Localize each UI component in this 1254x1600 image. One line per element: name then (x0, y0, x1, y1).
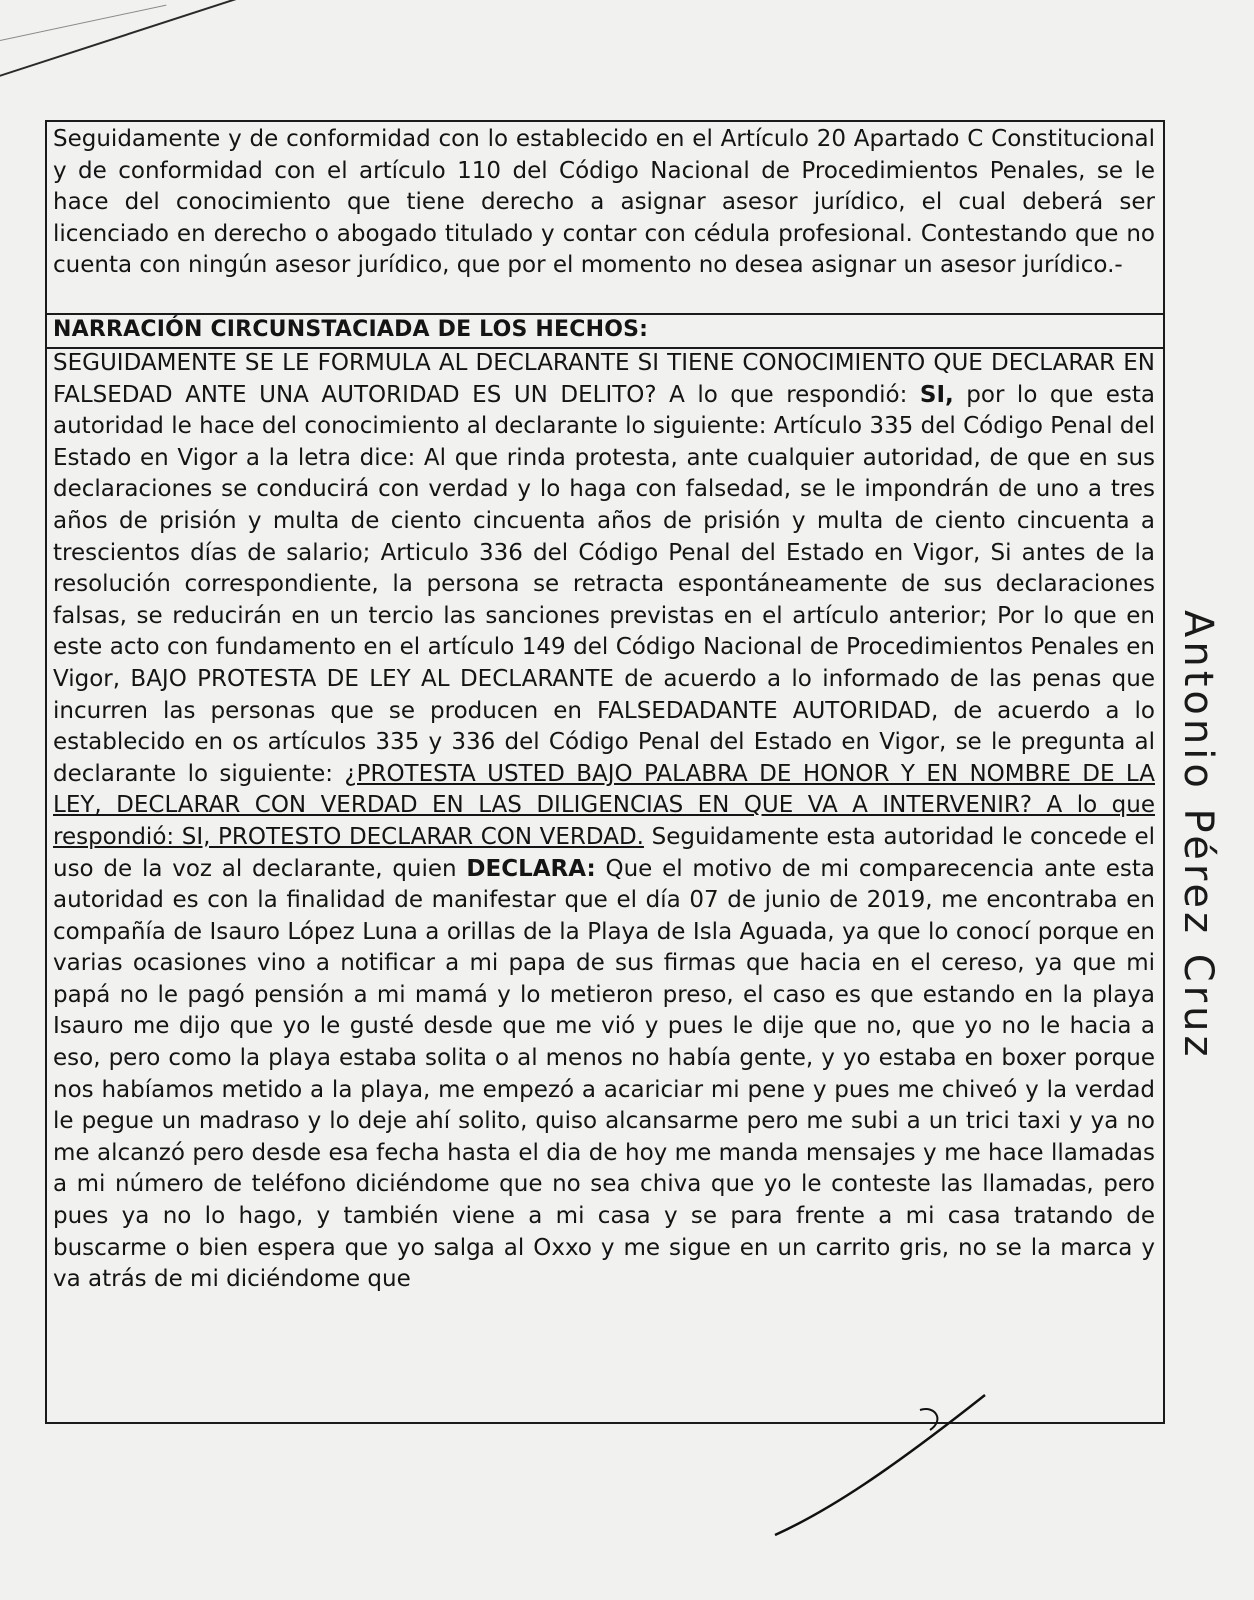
legal-articles-text: por lo que esta autoridad le hace del conocimiento al declarante lo siguiente: Artículo 335 del Código Penal del Estado en Vigor a la letra dice: Al que rinda protesta, ante cualquier autoridad, de que en sus declaraciones se conducirá con verdad y lo haga con falsedad, se le impondrán de uno a tres años de prisión y multa de ciento cincuenta años de prisión y multa de ciento cincuenta a trescientos días de salario; Articulo 336 del Código Penal del Estado en Vigor, Si antes de la resolución correspondiente, la persona se retracta espontáneamente de sus declaraciones falsas, se reducirán en un tercio las sanciones previstas en el artículo anterior; Por lo que en este acto con fundamento en el artículo 149 del Código Nacional de Procedimientos Penales en Vigor, BAJO PROTESTA DE LEY AL DECLARANTE de acuerdo a lo informado de las penas que incurren las personas que se producen en FALSEDADANTE AUTORIDAD, de acuerdo a lo establecido en os artículos 335 y 336 del Código Penal del Estado en Vigor, se le pregunta al declarante lo siguiente: (53, 381, 1156, 787)
margin-signature-text: Antonio Pérez Cruz (1175, 610, 1221, 1061)
legal-advisor-section (45, 120, 1165, 313)
signature-stroke-icon (770, 1390, 990, 1540)
folded-corner-edge (0, 0, 238, 80)
question-text: SEGUIDAMENTE SE LE FORMULA AL DECLARANTE SI TIENE CONOCIMIENTO QUE DECLARAR EN FALSEDAD ANTE UNA AUTORIDAD ES UN DELITO? A lo que respondió: (53, 350, 1155, 408)
folded-corner-shadow (0, 5, 166, 41)
narration-paragraph (53, 348, 1155, 1296)
declaration-text: Que el motivo de mi comparecencia ante esta autoridad es con la finalidad de manifestar que el día 07 de junio de 2019, me encontraba en compañía de Isauro López Luna a orillas de la Playa de Isla Aguada, ya que lo conocí porque en varias ocasiones vino a notificar a mi papa de sus firmas que hacia en el cereso, ya que mi papá no le pagó pensión a mi mamá y lo metieron preso, el caso es que estando en la playa Isauro me dijo que yo le gusté desde que me vió y pues le dije que no, que yo no le hacia a eso, pero como la playa estaba solita o al menos no había gente, y yo estaba en boxer porque nos habíamos metido a la playa, me empezó a acariciar mi pene y pues me chiveó y la verdad le pegue un madraso y lo deje ahí solito, quiso alcansarme pero me subi a un trici taxi y ya no me alcanzó pero desde esa fecha hasta el dia de hoy me manda mensajes y me hace llamadas a mi número de teléfono diciéndome que no sea chiva que yo le conteste las llamadas, pero pues ya no lo hago, y también viene a mi casa y se para frente a mi casa tratando de buscarme o bien espera que yo salga al Oxxo y me sigue en un carrito gris, no se la marca y va atrás de mi diciéndome que (53, 855, 1155, 1293)
margin-handwritten-signature (1175, 610, 1245, 1061)
voice-granted-text: Seguidamente esta autoridad le concede el uso de la voz al declarante, quien (53, 823, 1156, 882)
declara-label: DECLARA: (466, 855, 596, 882)
oath-question: ¿PROTESTA USTED BAJO PALABRA DE HONOR Y EN NOMBRE DE LA LEY, DECLARAR CON VERDAD EN LAS DILIGENCIAS EN QUE VA A INTERVENIR? A lo que respondió: SI, PROTESTO DECLARAR CON VERDAD. (53, 760, 1155, 850)
section-heading: NARRACIÓN CIRCUNSTACIADA DE LOS HECHOS: (45, 313, 1165, 349)
legal-advisor-paragraph: Seguidamente y de conformidad con lo establecido en el Artículo 20 Apartado C Constitucional y de conformidad con el artículo 110 del Código Nacional de Procedimientos Penales, se le hace del conocimiento que tiene derecho a asignar asesor jurídico, el cual deberá ser licenciado en derecho o abogado titulado y contar con cédula profesional. Contestando que no cuenta con ningún asesor jurídico, que por el momento no desea asignar un asesor jurídico.- (53, 126, 1155, 278)
answer-si: SI, (919, 381, 954, 408)
narration-section (45, 349, 1165, 1424)
